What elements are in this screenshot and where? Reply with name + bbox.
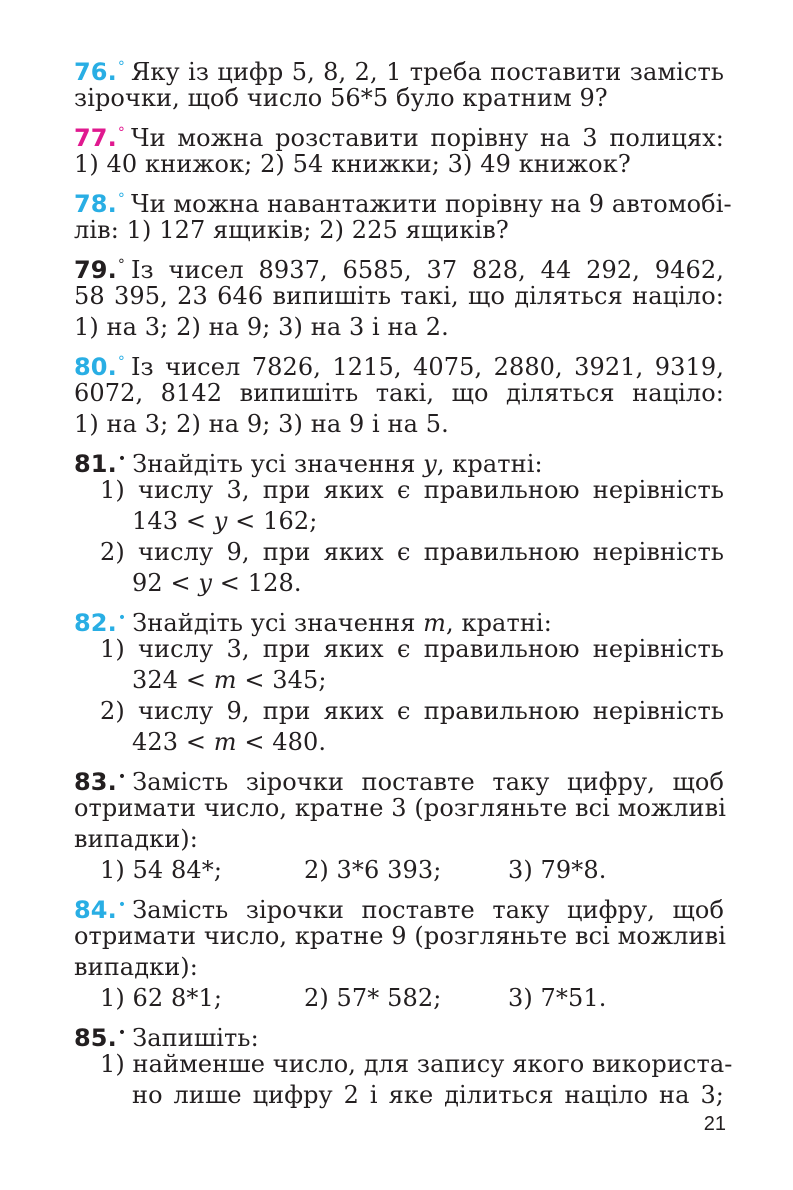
exercise-78-line-2: лів: 1) 127 ящиків; 2) 225 ящиків?: [74, 216, 509, 244]
basic-level-marker-icon: °: [117, 59, 125, 75]
exercise-81-item-1-inequality: 143 < y < 162;: [132, 507, 318, 535]
exercise-list: [74, 52, 733, 1111]
basic-level-marker-icon: °: [117, 191, 125, 207]
exercise-82-intro: 82.• Знайдіть усі значення m, кратні:: [74, 609, 552, 637]
exercise-84-line-3: випадки):: [74, 953, 198, 981]
exercise-85-intro: 85.• Запишіть:: [74, 1024, 259, 1052]
exercise-79-line-2: 58 395, 23 646 випишіть такі, що діляться націло:: [74, 282, 724, 310]
intermediate-level-marker-icon: •: [117, 451, 127, 467]
variable-m: m: [423, 609, 447, 637]
exercise-80-line-3: 1) на 3; 2) на 9; 3) на 9 і на 5.: [74, 410, 449, 438]
exercise-85-item-1: 1) найменше число, для запису якого використа-: [100, 1050, 733, 1078]
exercise-number: 78.: [74, 190, 117, 218]
exercise-84-line-1: 84.• Замість зірочки поставте таку цифру, щоб: [74, 896, 724, 924]
exercise-number: 77.: [74, 124, 117, 152]
exercise-number: 81.: [74, 450, 117, 478]
exercise-84: [74, 890, 724, 1014]
exercise-81-item-2-inequality: 92 < y < 128.: [132, 569, 302, 597]
exercise-85-item-1-cont: но лише цифру 2 і яке ділиться націло на 3;: [132, 1081, 724, 1109]
basic-level-marker-icon: °: [117, 257, 125, 273]
exercise-80-line-1: 80.° Із чисел 7826, 1215, 4075, 2880, 3921, 9319,: [74, 353, 724, 381]
exercise-83-line-2: отримати число, кратне 3 (розгляньте всі можливі: [74, 794, 726, 822]
exercise-78: [74, 184, 732, 246]
exercise-77-line-2: 1) 40 книжок; 2) 54 книжки; 3) 49 книжок?: [74, 150, 631, 178]
exercise-83-line-3: випадки):: [74, 825, 198, 853]
exercise-82-item-1-inequality: 324 < m < 345;: [132, 666, 327, 694]
exercise-76-line-2: зірочки, щоб число 56*5 було кратним 9?: [74, 84, 608, 112]
exercise-82-item-1: 1) числу 3, при яких є правильною нерівність: [100, 635, 724, 663]
exercise-76: [74, 52, 724, 114]
exercise-81-intro: 81.• Знайдіть усі значення y, кратні:: [74, 450, 543, 478]
exercise-81-item-1: 1) числу 3, при яких є правильною нерівність: [100, 476, 724, 504]
intermediate-level-marker-icon: •: [117, 1025, 127, 1041]
exercise-number: 79.: [74, 256, 117, 284]
exercise-82-item-2: 2) числу 9, при яких є правильною нерівність: [100, 697, 724, 725]
basic-level-marker-icon: °: [117, 354, 125, 370]
exercise-79: [74, 250, 724, 343]
exercise-85: [74, 1018, 733, 1111]
exercise-number: 80.: [74, 353, 117, 381]
exercise-81: [74, 444, 724, 599]
exercise-78-line-1: 78.° Чи можна навантажити порівну на 9 автомобі-: [74, 190, 732, 218]
exercise-79-line-3: 1) на 3; 2) на 9; 3) на 3 і на 2.: [74, 313, 449, 341]
exercise-82: [74, 603, 724, 758]
exercise-81-item-2: 2) числу 9, при яких є правильною нерівність: [100, 538, 724, 566]
exercise-84-options: 1) 62 8*1; 2) 57* 582; 3) 7*51.: [100, 984, 607, 1012]
exercise-83: [74, 762, 724, 886]
exercise-77-line-1: 77.° Чи можна розставити порівну на 3 полицях:: [74, 124, 724, 152]
exercise-83-line-1: 83.• Замість зірочки поставте таку цифру, щоб: [74, 768, 724, 796]
exercise-76-line-1: 76.° Яку із цифр 5, 8, 2, 1 треба поставити замість: [74, 58, 724, 86]
page-number: 21: [703, 1113, 726, 1135]
exercise-84-line-2: отримати число, кратне 9 (розгляньте всі можливі: [74, 922, 726, 950]
variable-y: y: [423, 450, 437, 478]
exercise-83-options: 1) 54 84*; 2) 3*6 393; 3) 79*8.: [100, 856, 607, 884]
exercise-80-line-2: 6072, 8142 випишіть такі, що діляться націло:: [74, 379, 724, 407]
intermediate-level-marker-icon: •: [117, 897, 127, 913]
intermediate-level-marker-icon: •: [117, 769, 127, 785]
exercise-number: 85.: [74, 1024, 117, 1052]
basic-level-marker-icon: °: [117, 125, 125, 141]
exercise-77: [74, 118, 724, 180]
exercise-79-line-1: 79.° Із чисел 8937, 6585, 37 828, 44 292, 9462,: [74, 256, 724, 284]
exercise-number: 82.: [74, 609, 117, 637]
intermediate-level-marker-icon: •: [117, 610, 127, 626]
exercise-number: 76.: [74, 58, 117, 86]
exercise-number: 84.: [74, 896, 117, 924]
exercise-number: 83.: [74, 768, 117, 796]
exercise-82-item-2-inequality: 423 < m < 480.: [132, 728, 327, 756]
exercise-80: [74, 347, 724, 440]
